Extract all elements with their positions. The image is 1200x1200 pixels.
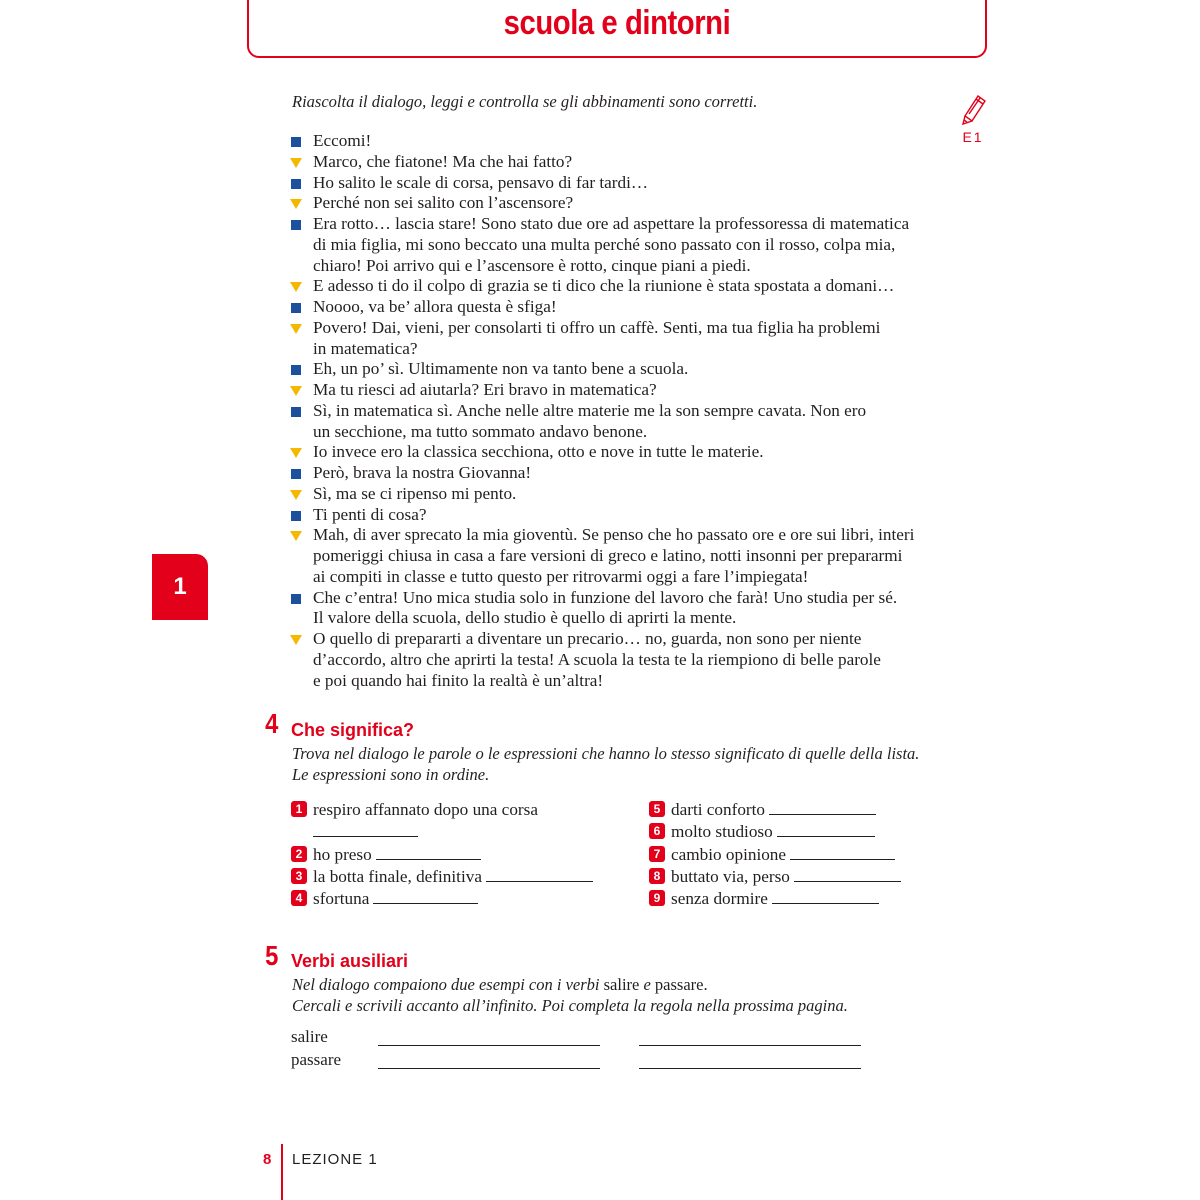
dialogue-text: Che c’entra! Uno mica studia solo in funzione del lavoro che farà! Uno studia per sé. bbox=[313, 587, 898, 607]
speaker-square-icon bbox=[291, 594, 301, 604]
speaker-triangle-icon bbox=[290, 531, 302, 541]
page-number: 8 bbox=[263, 1151, 272, 1168]
dialogue-text: d’accordo, altro che aprirti la testa! A scuola la testa te la riempiono di belle parole bbox=[313, 649, 881, 669]
dialogue-line bbox=[291, 463, 981, 484]
dialogue-text: E adesso ti do il colpo di grazia se ti dico che la riunione è stata spostata a domani… bbox=[313, 276, 895, 296]
vocab-text: la botta finale, definitiva bbox=[313, 866, 482, 886]
item-number-badge: 6 bbox=[649, 823, 665, 839]
exercise-5-instruction-line-2: Cercali e scrivili accanto all’infinito. Poi completa la regola nella prossima pagina. bbox=[292, 996, 848, 1015]
item-number-badge: 8 bbox=[649, 868, 665, 884]
speaker-triangle-icon bbox=[290, 324, 302, 334]
vocab-item bbox=[649, 844, 949, 866]
vocab-item bbox=[649, 888, 949, 910]
vocab-text: molto studioso bbox=[671, 822, 773, 842]
dialogue-text: un secchione, ma tutto sommato andavo benone. bbox=[313, 421, 648, 441]
answer-blank[interactable] bbox=[772, 889, 879, 904]
dialogue-text: Mah, di aver sprecato la mia gioventù. Se penso che ho passato ore e ore sui libri, interi bbox=[313, 525, 915, 545]
answer-blank[interactable] bbox=[639, 1045, 861, 1046]
item-number-badge: 4 bbox=[291, 890, 307, 906]
page-title: scuola e dintorni bbox=[503, 4, 731, 42]
dialogue-line bbox=[291, 588, 981, 630]
dialogue-text: Eccomi! bbox=[313, 131, 372, 150]
answer-blank[interactable] bbox=[790, 845, 895, 860]
dialogue-line bbox=[291, 484, 981, 505]
dialogue-text: chiaro! Poi arrivo qui e l’ascensore è rotto, cinque piani a piedi. bbox=[313, 255, 751, 275]
speaker-square-icon bbox=[291, 365, 301, 375]
answer-blank[interactable] bbox=[794, 867, 901, 882]
exercise-5-title: Verbi ausiliari bbox=[291, 951, 409, 971]
exercise-4-instructions bbox=[292, 743, 919, 785]
exercise-5-instruction-line-1 bbox=[292, 974, 848, 995]
dialogue-line bbox=[291, 214, 981, 276]
exercise-4-instruction-line: Trova nel dialogo le parole o le espressioni che hanno lo stesso significato di quelle della lista. bbox=[292, 744, 920, 763]
speaker-square-icon bbox=[291, 179, 301, 189]
exercise-4-instruction-line: Le espressioni sono in ordine. bbox=[292, 765, 490, 784]
dialogue-line bbox=[291, 193, 981, 214]
vocab-list-left bbox=[291, 799, 631, 910]
speaker-square-icon bbox=[291, 220, 301, 230]
dialogue-line bbox=[291, 318, 981, 360]
verb-label-passare: passare bbox=[291, 1050, 342, 1069]
answer-blank[interactable] bbox=[313, 822, 418, 837]
vocab-item bbox=[649, 821, 949, 843]
dialogue-text: Povero! Dai, vieni, per consolarti ti offro un caffè. Senti, ma tua figlia ha problemi bbox=[313, 317, 881, 337]
dialogue-text: Sì, in matematica sì. Anche nelle altre materie me la son sempre cavata. Non ero bbox=[313, 400, 867, 420]
exercise-reference-label: E1 bbox=[962, 129, 984, 145]
vocab-text: ho preso bbox=[313, 844, 372, 864]
exercise-4-number: 4 bbox=[265, 708, 279, 739]
dialogue-text: Il valore della scuola, dello studio è quello di aprirti la mente. bbox=[313, 608, 737, 628]
dialogue-text: Marco, che fiatone! Ma che hai fatto? bbox=[313, 151, 573, 171]
vocab-item bbox=[291, 799, 631, 844]
speaker-triangle-icon bbox=[290, 490, 302, 500]
dialogue-line bbox=[291, 131, 981, 152]
verb-salire-ref: salire bbox=[603, 975, 640, 994]
dialogue-text: Ma tu riesci ad aiutarla? Eri bravo in matematica? bbox=[313, 380, 657, 399]
item-number-badge: 2 bbox=[291, 846, 307, 862]
verb-label-salire: salire bbox=[291, 1027, 328, 1046]
speaker-square-icon bbox=[291, 303, 301, 313]
dialogue-list bbox=[291, 131, 981, 691]
answer-blank[interactable] bbox=[373, 889, 478, 904]
vocab-text: sfortuna bbox=[313, 889, 370, 909]
dialogue-text: ai compiti in classe e tutto questo per ritrovarmi oggi a fare l’impiegata! bbox=[313, 566, 809, 586]
answer-blank[interactable] bbox=[486, 867, 593, 882]
speaker-triangle-icon bbox=[290, 386, 302, 396]
vocab-item bbox=[291, 888, 631, 910]
dialogue-line bbox=[291, 525, 981, 587]
dialogue-line bbox=[291, 297, 981, 318]
dialogue-text: Eh, un po’ sì. Ultimamente non va tanto bene a scuola. bbox=[313, 359, 689, 379]
speaker-square-icon bbox=[291, 407, 301, 417]
speaker-triangle-icon bbox=[290, 282, 302, 292]
dialogue-text: e poi quando hai finito la realtà è un’altra! bbox=[313, 670, 604, 690]
dialogue-line bbox=[291, 505, 981, 526]
footer-divider bbox=[281, 1144, 283, 1200]
answer-blank[interactable] bbox=[378, 1045, 600, 1046]
speaker-triangle-icon bbox=[290, 635, 302, 645]
answer-blank[interactable] bbox=[777, 822, 875, 837]
speaker-triangle-icon bbox=[290, 158, 302, 168]
verb-passare-ref: passare. bbox=[654, 975, 708, 994]
vocab-list-right bbox=[649, 799, 949, 910]
item-number-badge: 9 bbox=[649, 890, 665, 906]
dialogue-line bbox=[291, 629, 981, 691]
dialogue-text: Io invece ero la classica secchiona, otto e nove in tutte le materie. bbox=[313, 442, 764, 462]
dialogue-text: in matematica? bbox=[313, 338, 418, 358]
chapter-tab: 1 bbox=[152, 554, 208, 620]
dialogue-line bbox=[291, 359, 981, 380]
exercise-5-instructions bbox=[292, 974, 848, 1016]
dialogue-text: Noooo, va be’ allora questa è sfiga! bbox=[313, 297, 557, 316]
vocab-text: buttato via, perso bbox=[671, 866, 790, 886]
answer-blank[interactable] bbox=[639, 1068, 861, 1069]
dialogue-line bbox=[291, 380, 981, 401]
vocab-item bbox=[291, 844, 631, 866]
dialogue-text: Però, brava la nostra Giovanna! bbox=[313, 463, 532, 482]
dialogue-text: Perché non sei salito con l’ascensore? bbox=[313, 193, 574, 213]
vocab-item bbox=[291, 866, 631, 888]
dialogue-text: pomeriggi chiusa in casa a fare versioni di greco e latino, notti insonni per prepararmi bbox=[313, 546, 903, 565]
item-number-badge: 7 bbox=[649, 846, 665, 862]
item-number-badge: 1 bbox=[291, 801, 307, 817]
speaker-triangle-icon bbox=[290, 448, 302, 458]
dialogue-text: di mia figlia, mi sono beccato una multa perché sono passato con il rosso, colpa mia, bbox=[313, 234, 896, 254]
dialogue-line bbox=[291, 152, 981, 173]
dialogue-line bbox=[291, 173, 981, 194]
speaker-square-icon bbox=[291, 469, 301, 479]
exercise-5-number: 5 bbox=[265, 940, 279, 971]
dialogue-instruction: Riascolta il dialogo, leggi e controlla se gli abbinamenti sono corretti. bbox=[292, 92, 758, 111]
vocab-text: senza dormire bbox=[671, 889, 768, 909]
vocab-item bbox=[649, 866, 949, 888]
speaker-square-icon bbox=[291, 511, 301, 521]
vocab-text: darti conforto bbox=[671, 800, 766, 819]
speaker-square-icon bbox=[291, 137, 301, 147]
speaker-triangle-icon bbox=[290, 199, 302, 209]
dialogue-text: O quello di prepararti a diventare un precario… no, guarda, non sono per niente bbox=[313, 629, 862, 648]
page-header bbox=[247, 0, 987, 58]
dialogue-line bbox=[291, 276, 981, 297]
instr-text: Nel dialogo compaiono due esempi con i verbi bbox=[292, 975, 600, 994]
dialogue-line bbox=[291, 442, 981, 463]
item-number-badge: 3 bbox=[291, 868, 307, 884]
dialogue-text: Ti penti di cosa? bbox=[313, 504, 427, 524]
vocab-text: cambio opinione bbox=[671, 844, 787, 864]
item-number-badge: 5 bbox=[649, 801, 665, 817]
vocab-text: respiro affannato dopo una corsa bbox=[313, 800, 538, 819]
vocab-item bbox=[649, 799, 949, 821]
answer-blank[interactable] bbox=[378, 1068, 600, 1069]
answer-blank[interactable] bbox=[376, 845, 481, 860]
dialogue-text: Sì, ma se ci ripenso mi pento. bbox=[313, 483, 517, 503]
lesson-label: LEZIONE 1 bbox=[292, 1151, 378, 1168]
instr-text: e bbox=[643, 975, 651, 994]
answer-blank[interactable] bbox=[769, 800, 876, 815]
exercise-4-title: Che significa? bbox=[291, 720, 415, 740]
dialogue-text: Ho salito le scale di corsa, pensavo di far tardi… bbox=[313, 172, 649, 192]
dialogue-line bbox=[291, 401, 981, 443]
dialogue-text: Era rotto… lascia stare! Sono stato due ore ad aspettare la professoressa di matematica bbox=[313, 214, 910, 233]
pencil-icon bbox=[958, 92, 988, 126]
